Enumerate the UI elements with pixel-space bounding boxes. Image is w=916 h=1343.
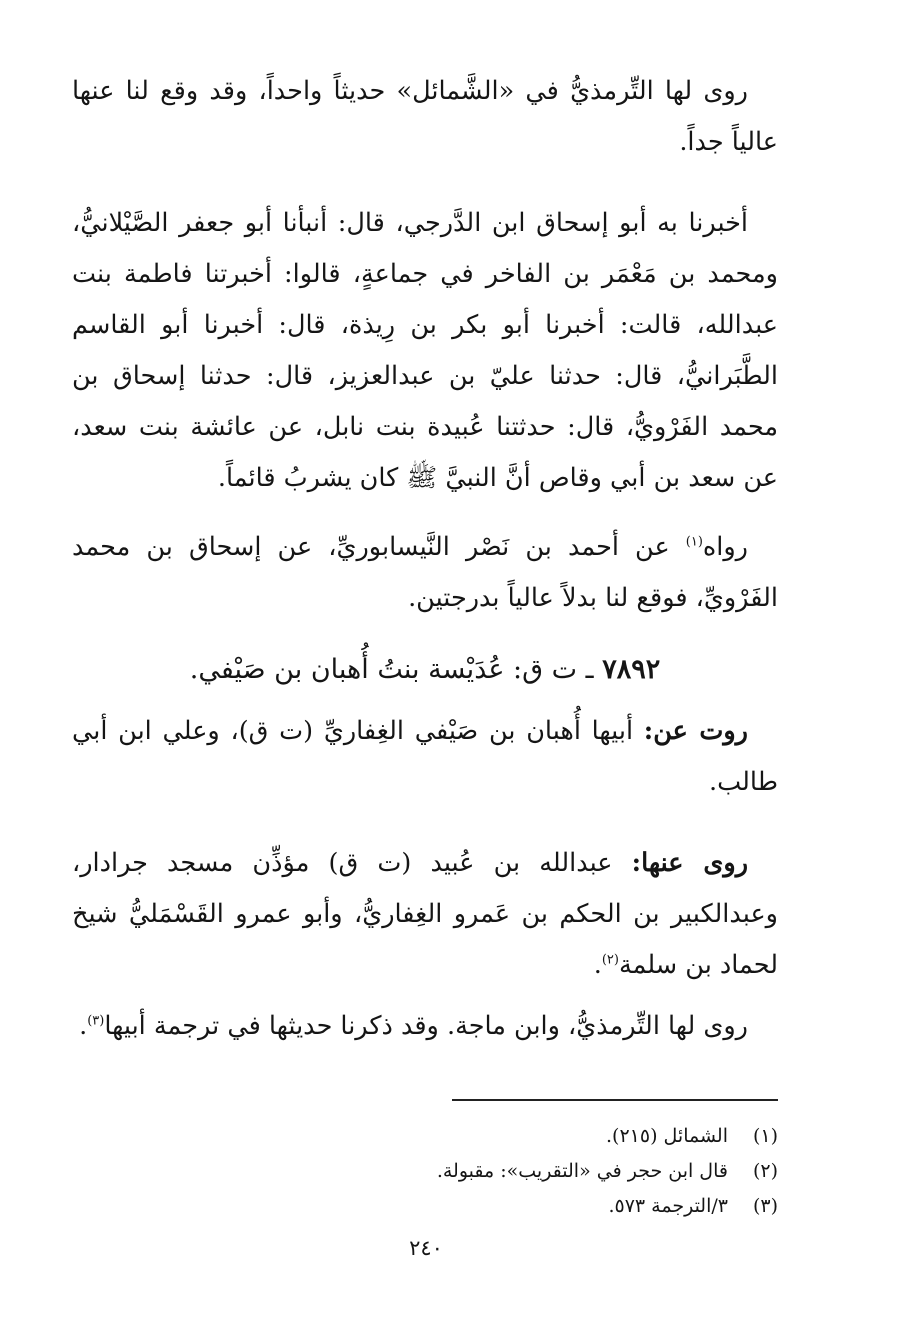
footnote-divider: [452, 1099, 778, 1101]
footnote-1-text: الشمائل (٢١٥).: [606, 1125, 728, 1147]
footnote-3-text: ٣/الترجمة ٥٧٣.: [608, 1195, 728, 1217]
narrated-from-paragraph: [72, 706, 778, 808]
main-text: [72, 66, 778, 1052]
entry-title: ـ ت ق: عُدَيْسة بنتُ أُهبان بن صَيْفي.: [189, 654, 594, 685]
narrated-by-paragraph: [72, 838, 778, 991]
footnote-3-number: (٣): [752, 1195, 778, 1217]
paragraph-riwayah-start: رواه: [702, 532, 748, 562]
paragraph-intro: [72, 66, 778, 168]
footnote-ref-1: (١): [685, 534, 703, 550]
footnote-2-text: قال ابن حجر في «التقريب»: مقبولة.: [436, 1160, 728, 1182]
entry-number: ٧٨٩٢: [602, 654, 661, 685]
footnote-2: [72, 1154, 778, 1189]
closing-paragraph: [72, 1001, 778, 1052]
paragraph-riwayah: [72, 522, 778, 624]
footnote-3: [72, 1189, 778, 1224]
footnote-1: [72, 1119, 778, 1154]
narrated-from-text: أبيها أُهبان بن صَيْفي الغِفاريِّ (ت ق)، وعلي ابن أبي طالب.: [72, 716, 778, 797]
closing-end: .: [79, 1011, 88, 1041]
footnote-2-number: (٢): [752, 1160, 778, 1182]
closing-text: روى لها التِّرمذيُّ، وابن ماجة. وقد ذكرنا حديثها في ترجمة أبيها: [104, 1011, 748, 1041]
entry-heading: [72, 644, 778, 696]
paragraph-riwayah-rest: عن أحمد بن نَصْر النَّيسابوريِّ، عن إسحاق بن محمد الفَرْويِّ، فوقع لنا بدلاً عالياً بدرجتين.: [72, 532, 778, 613]
footnote-ref-3: (٣): [87, 1013, 105, 1029]
footnotes: [72, 1119, 778, 1224]
narrated-from-label: روت عن:: [643, 716, 748, 746]
paragraph-isnad-text: أخبرنا به أبو إسحاق ابن الدَّرجي، قال: أنبأنا أبو جعفر الصَّيْلانيُّ، ومحمد بن مَعْمَر بن الفاخر في جماعةٍ، قالوا: أخبرتنا فاطمة بنت عبدالله، قالت: أخبرنا أبو بكر بن رِيذة، قال: أخبرنا أبو القاسم الطَّبَرانيُّ، قال: حدثنا عليّ بن عبدالعزيز، قال: حدثنا إسحاق بن محمد الفَرْويُّ، قال: حدثتنا عُبيدة بنت نابل، عن عائشة بنت سعد، عن سعد بن أبي وقاص أنَّ النبيَّ ﷺ كان يشربُ قائماً.: [72, 208, 778, 493]
footnote-ref-2: (٢): [601, 952, 619, 968]
paragraph-intro-text: روى لها التِّرمذيُّ في «الشَّمائل» حديثاً واحداً، وقد وقع لنا عنها عالياً جداً.: [72, 76, 778, 157]
paragraph-isnad: [72, 198, 778, 504]
narrated-by-label: روى عنها:: [631, 848, 749, 878]
narrated-by-text: عبدالله بن عُبيد (ت ق) مؤذِّن مسجد جرادار، وعبدالكبير بن الحكم بن عَمرو الغِفاريُّ، وأبو عمرو القَسْمَليُّ شيخ لحماد بن سلمة: [72, 848, 778, 980]
narrated-by-end: .: [593, 950, 602, 980]
footnote-1-number: (١): [752, 1125, 778, 1147]
page-number: ٢٤٠: [409, 1236, 443, 1260]
